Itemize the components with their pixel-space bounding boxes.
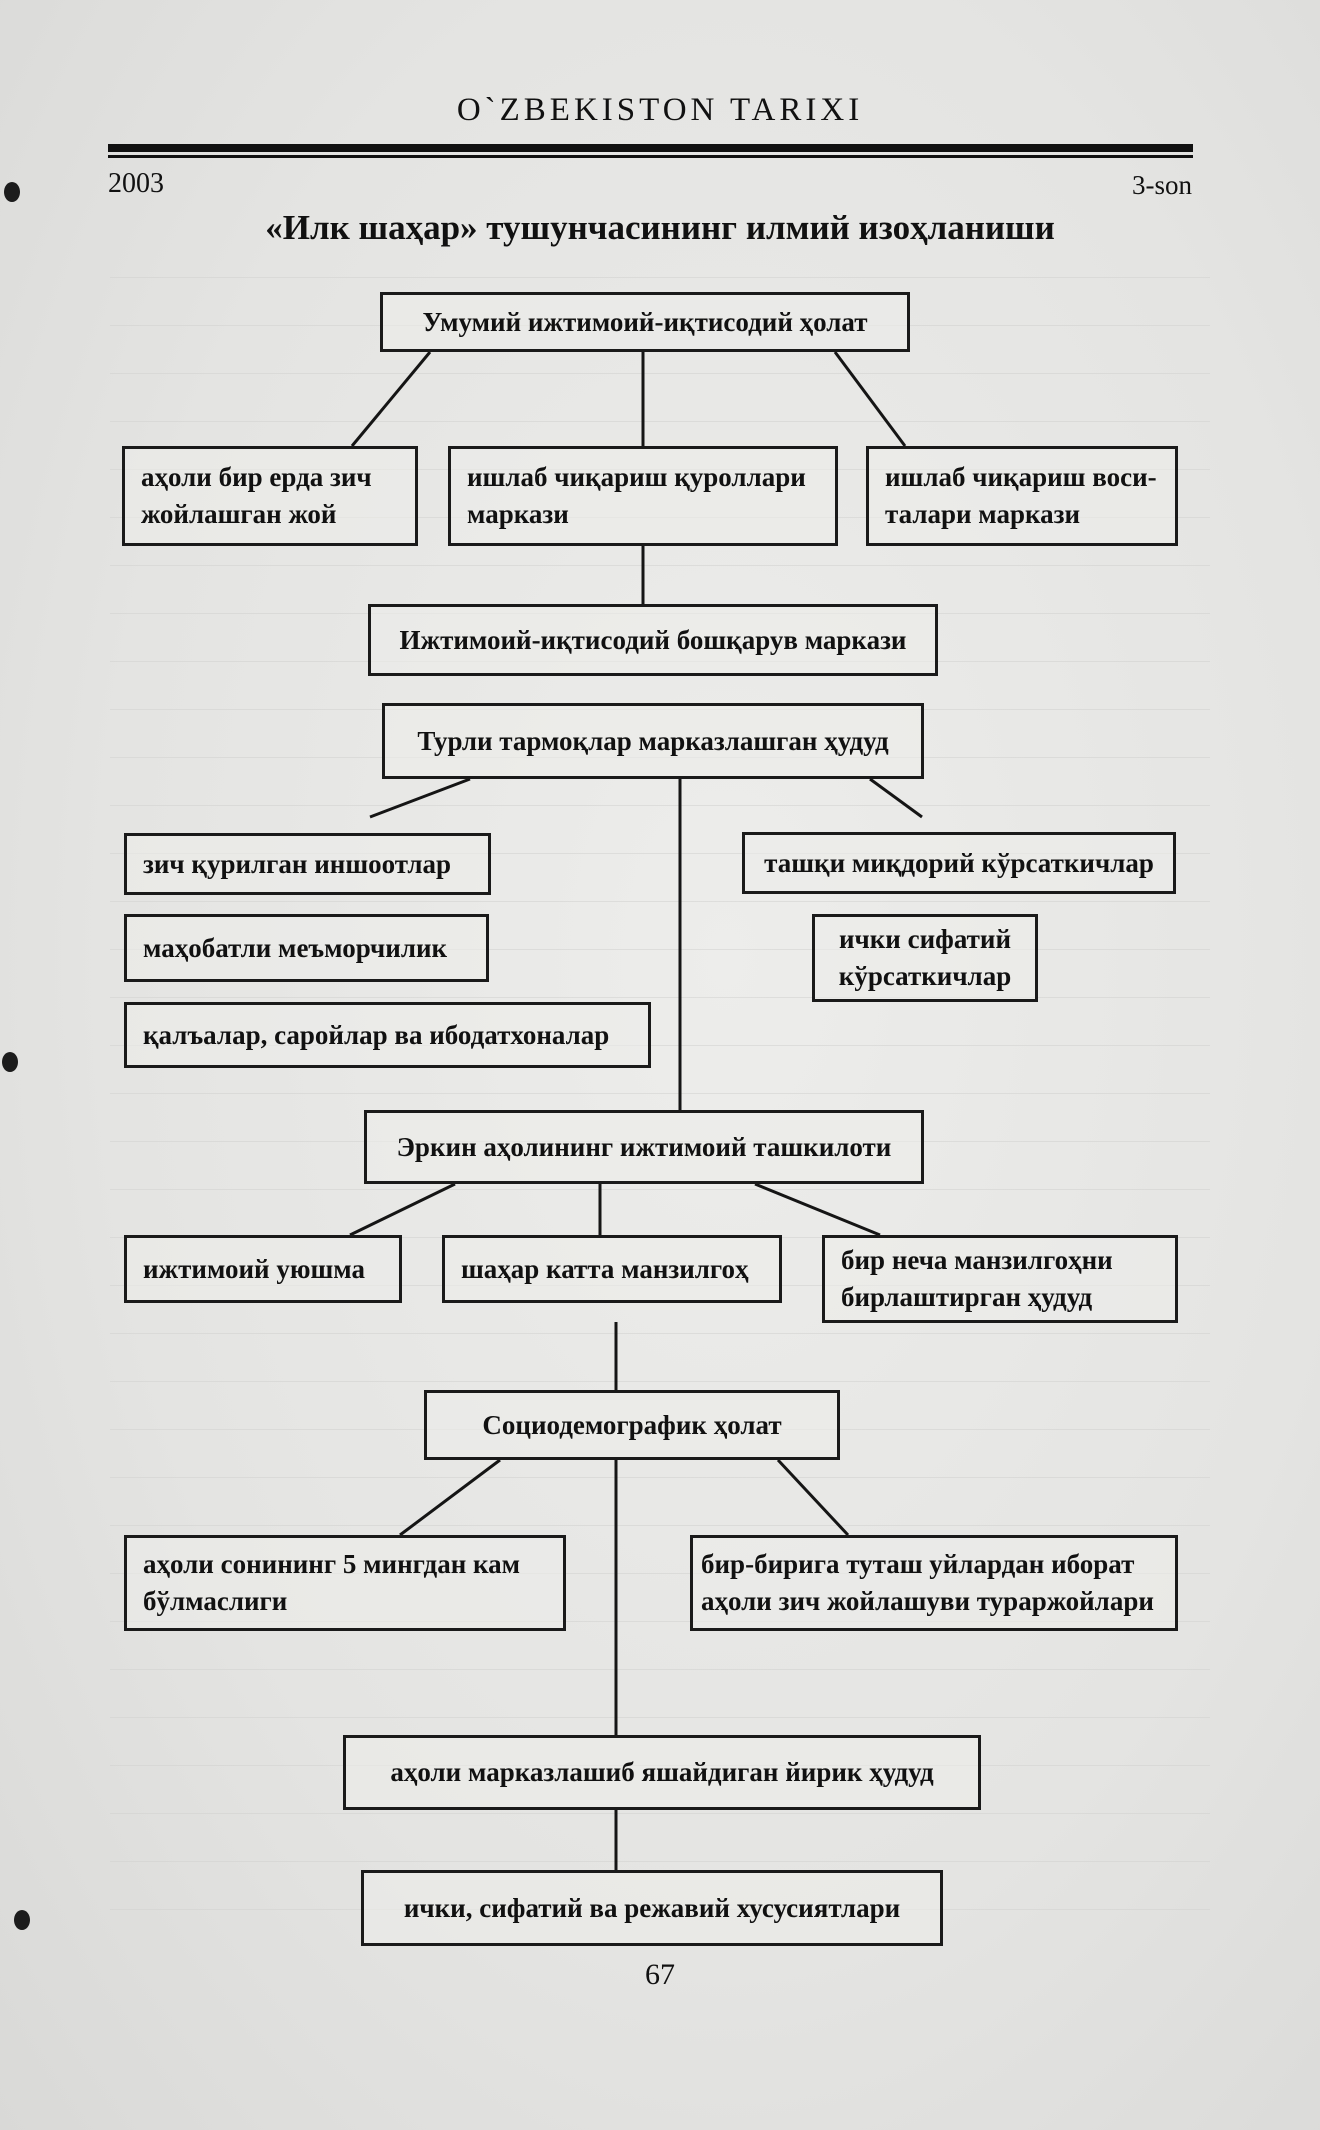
node-outer-indicators: ташқи миқдорий кўрсаткичлар <box>742 832 1176 894</box>
node-dense-place: аҳоли бир ерда зич жойлашган жой <box>122 446 418 546</box>
connector <box>352 352 430 446</box>
node-means-center: ишлаб чиқариш воси- талари маркази <box>866 446 1178 546</box>
issue-number: 3-son <box>1132 170 1192 200</box>
connector <box>370 779 470 817</box>
connector <box>778 1460 848 1535</box>
page-number: 67 <box>645 1958 675 1991</box>
connector <box>755 1184 880 1235</box>
node-monumental-architecture: маҳобатли меъморчилик <box>124 914 489 982</box>
node-free-population-organization: Эркин аҳолининг ижтимоий ташкилоти <box>364 1110 924 1184</box>
node-social-community: ижтимоий уюшма <box>124 1235 402 1303</box>
node-centralized-territory: Турли тармоқлар марказлашган ҳудуд <box>382 703 924 779</box>
connector <box>835 352 905 446</box>
node-dense-buildings: зич қурилган иншоотлар <box>124 833 491 895</box>
node-properties: ички, сифатий ва режавий хусусиятлари <box>361 1870 943 1946</box>
node-dense-dwellings: бир-бирига туташ уйлардан иборат аҳоли зич жойлашуви тураржойлари <box>690 1535 1178 1631</box>
connector <box>350 1184 455 1235</box>
node-general-socioeconomic: Умумий ижтимоий-иқтисодий ҳолат <box>380 292 910 352</box>
node-management-center: Ижтимоий-иқтисодий бошқарув маркази <box>368 604 938 676</box>
node-tools-center: ишлаб чиқариш қуроллари маркази <box>448 446 838 546</box>
diagram-title: «Илк шаҳар» тушунчасининг илмий изоҳланиши <box>265 208 1055 247</box>
connector <box>400 1460 500 1535</box>
node-large-area: аҳоли марказлашиб яшайдиган йирик ҳудуд <box>343 1735 981 1810</box>
node-fortresses-palaces-temples: қалъалар, саройлар ва ибодатхоналар <box>124 1002 651 1068</box>
node-population-count: аҳоли сонининг 5 мингдан кам бўлмаслиги <box>124 1535 566 1631</box>
node-inner-indicators: ички сифатий кўрсаткичлар <box>812 914 1038 1002</box>
journal-title: O`ZBEKISTON TARIXI <box>456 92 864 128</box>
node-big-settlement: шаҳар катта манзилгоҳ <box>442 1235 782 1303</box>
node-sociodemographic: Социодемографик ҳолат <box>424 1390 840 1460</box>
publication-year: 2003 <box>108 168 164 199</box>
node-united-area: бир неча манзилгоҳни бирлаштирган ҳудуд <box>822 1235 1178 1323</box>
connector <box>870 779 922 817</box>
